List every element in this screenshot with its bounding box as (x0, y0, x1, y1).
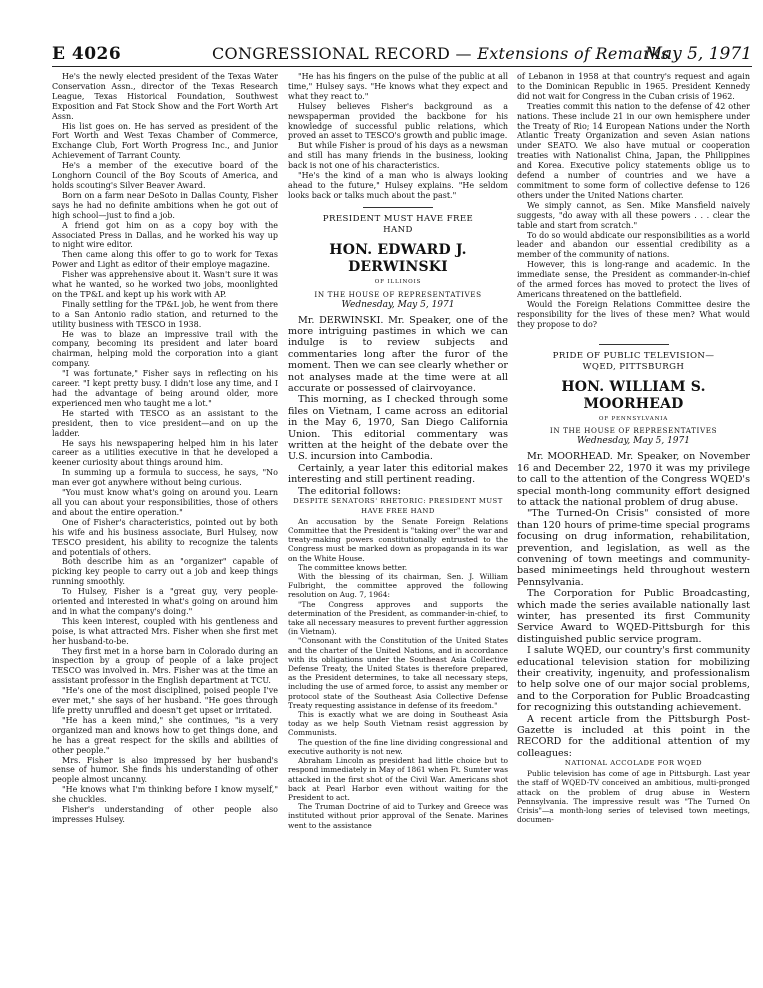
paragraph: He says his newspapering helped him in his later career as a utilities executive in that he developed a keener curiosity about things around him. (52, 438, 278, 468)
journal-title: CONGRESSIONAL RECORD — Extensions of Remarks (212, 44, 670, 63)
paragraph: They first met in a horse barn in Colorado during an inspection by a group of people of a lake project TESCO was involved in. Mrs. Fisher was at the time an assistant professor in the English department at TCU. (52, 646, 278, 686)
paragraph: Then came along this offer to go to work for Texas Power and Light as editor of their employe magazine. (52, 250, 278, 270)
paragraph: However, this is long-range and academic. In the immediate sense, the President as commander-in-chief of the armed forces has moved to protect the lives of Americans threatened on the battlefield. (517, 260, 750, 299)
section-divider (363, 207, 433, 208)
editorial-paragraph: The question of the fine line dividing congressional and executive authority is not new. (288, 737, 508, 756)
header-date: May 5, 1971 (644, 44, 752, 64)
speech-paragraph: Mr. DERWINSKI. Mr. Speaker, one of the more intriguing pastimes in which we can indulge is to review subjects and commentaries long after the furor of the moment. Then we can see clearly whether or not analyses made at the time were at all accurate or possessed of clairvoyance. (288, 314, 508, 394)
editorial-paragraph: "The Congress approves and supports the determination of the President, as commander-in-chief, to take all necessary measures to prevent further aggression (in Vietnam). (288, 599, 508, 637)
paragraph: "You must know what's going on around you. Learn all you can about your responsibilities, those of others and about the entire operation." (52, 488, 278, 517)
column-1 (52, 72, 278, 977)
page-header (52, 44, 752, 70)
editorial-paragraph: Abraham Lincoln as president had little choice but to respond immediately in May of 1861 when Ft. Sumter was attacked in the first shot of the Civil War. Americans shot back at Pearl Harbor even without waiting for the President to act. (288, 756, 508, 802)
paragraph: "He has his fingers on the pulse of the public at all time," Hulsey says. "He knows what they expect and what they react to." (288, 72, 508, 101)
editorial-title: DESPITE SENATORS' RHETORIC: PRESIDENT MUST HAVE FREE HAND (293, 497, 503, 515)
page-number: E 4026 (52, 44, 122, 64)
house-label: IN THE HOUSE OF REPRESENTATIVES (549, 426, 718, 436)
paragraph: Both describe him as an "organizer" capable of picking key people to carry out a job and keep things running smoothly. (52, 557, 278, 587)
paragraph: He started with TESCO as an assistant to the president, then to vice president—and on up the ladder. (52, 408, 278, 438)
paragraph: "He's the kind of a man who is always looking ahead to the future," Hulsey explains. "He seldom looks back or talks much about the past." (288, 171, 508, 200)
paragraph: He's a member of the executive board of the Longhorn Council of the Boy Scouts of America, and holds scouting's Silver Beaver Award. (52, 161, 278, 190)
section-divider (599, 344, 669, 345)
editorial-paragraph: "Consonant with the Constitution of the United States and the charter of the United Nations, and in accordance with its obligations under the Southeast Asia Collective Defense Treaty, the United States is therefore prepared, as the President determines, to take all necessary steps, including the use of armed force, to assist any member or protocol state of the Southeast Asia Collective Defense Treaty requesting assistance in defense of its freedom." (288, 636, 508, 710)
speech-paragraph: Certainly, a year later this editorial makes interesting and still pertinent reading. (288, 462, 508, 486)
paragraph: "He has a keen mind," she continues, "is a very organized man and knows how to get things done, and he has a great respect for the skills and abilities of other people." (52, 715, 278, 755)
paragraph: In summing up a formula to success, he says, "No man ever got anywhere without being curious. (52, 468, 278, 488)
paragraph: One of Fisher's characteristics, pointed out by both his wife and his business associate, Burl Hulsey, now TESCO president, his ability to recognize the talents and potentials of others. (52, 517, 278, 557)
header-rule (52, 66, 752, 67)
paragraph: Born on a farm near DeSoto in Dallas County, Fisher says he had no definite ambitions when he got out of high school—just to find a job. (52, 190, 278, 220)
paragraph: Fisher's understanding of other people also impresses Hulsey. (52, 805, 278, 824)
speaker-name: HON. EDWARD J. DERWINSKI (329, 241, 467, 275)
editorial-paragraph: The Truman Doctrine of aid to Turkey and Greece was instituted without prior approval of the Senate. Marines went to the assistance (288, 802, 508, 830)
speaker-state: OF ILLINOIS (374, 278, 422, 285)
house-label: IN THE HOUSE OF REPRESENTATIVES (314, 289, 482, 299)
paragraph: "I was fortunate," Fisher says in reflecting on his career. "I kept pretty busy. I didn't lose any time, and I had the advantage of being around older, more experienced men who taught me a lot." (52, 369, 278, 408)
column-3 (517, 72, 750, 977)
speech-paragraph: The Corporation for Public Broadcasting, which made the series available nationally last winter, has presented its first Community Service Award to WQED-Pittsburgh for this distinguished public service program. (517, 588, 750, 645)
journal-section: Extensions of Remarks (477, 44, 670, 63)
paragraph: His list goes on. He has served as president of the Fort Worth and West Texas Chamber of Commerce, Exchange Club, Fort Worth Progress Inc., and Junior Achievement of Tarrant County. (52, 121, 278, 161)
paragraph: of Lebanon in 1958 at that country's request and again to the Dominican Republic in 1965. President Kennedy did not wait for Congress in the Cuban crisis of 1962. (517, 72, 750, 101)
paragraph: He was to blaze an impressive trail with the company, becoming its president and later board chairman, helping mold the corporation into a giant company. (52, 329, 278, 369)
paragraph: "He's one of the most disciplined, poised people I've ever met," she says of her husband. "He goes through life pretty unruffled and doesn't get upset or irritated. (52, 686, 278, 715)
paragraph: This keen interest, coupled with his gentleness and poise, is what attracted Mrs. Fisher when she first met her husband-to-be. (52, 616, 278, 646)
speaker-name: HON. WILLIAM S. MOORHEAD (561, 378, 706, 412)
editorial-paragraph: The committee knows better. (298, 562, 408, 572)
paragraph: To Hulsey, Fisher is a "great guy, very people-oriented and interested in what's going on around him and in what the company's doing." (52, 587, 278, 616)
paragraph: But while Fisher is proud of his days as a newsman and still has many friends in the business, looking back is not one of his characteristics. (288, 141, 508, 171)
paragraph: Treaties commit this nation to the defense of 42 other nations. These include 21 in our own hemisphere under the Treaty of Rio; 14 European Nations under the North Atlantic Treaty Organization and seven Asian nations under SEATO. We also have mutual or cooperation treaties with Nationalist China, Japan, the Philippines and Korea. Executive policy statements oblige us to defend a number of countries and we have a commitment to some form of collective defense to 126 others under the United Nations charter. (517, 101, 750, 200)
section-title: PRESIDENT MUST HAVE FREE HAND (322, 213, 474, 235)
speaker-state: OF PENNSYLVANIA (598, 415, 669, 422)
speech-date: Wednesday, May 5, 1971 (577, 436, 690, 447)
paragraph: Mrs. Fisher is also impressed by her husband's sense of humor. She finds his understanding of other people almost uncanny. (52, 755, 278, 785)
speech-date: Wednesday, May 5, 1971 (341, 299, 455, 310)
paragraph: Finally settling for the TP&L job, he went from there to a San Antonio radio station, and returned to the utility business with TESCO in 1938. (52, 299, 278, 329)
paragraph: Fisher was apprehensive about it. Wasn't sure it was what he wanted, so he worked two jobs, moonlighted on the TP&L and kept up his work with AP. (52, 270, 278, 299)
article-paragraph: Public television has come of age in Pittsburgh. Last year the staff of WQED-TV conceived an ambitious, multi-pronged attack on the problem of drug abuse in Western Pennsylvania. The impressive result was "The Turned On Crisis"—a month-long series of televised town meetings, documen- (517, 769, 750, 825)
speech-paragraph: I salute WQED, our country's first community educational television station for mobilizing their creativity, ingenuity, and professionalism to help solve one of our major social problems, and to the Corporation for Public Broadcasting for recognizing this outstanding achievement. (517, 645, 750, 714)
paragraph: Hulsey believes Fisher's background as a newspaperman provided the backbone for his knowledge of successful public relations, which proved an asset to TESCO's growth and public image. (288, 101, 508, 141)
editorial-paragraph: An accusation by the Senate Foreign Relations Committee that the President is "taking over" the war and treaty-making powers constitutionally entrusted to the Congress must be marked down as propaganda in its war on the White House. (288, 516, 508, 563)
column-2 (288, 72, 508, 977)
speech-paragraph: "The Turned-On Crisis" consisted of more than 120 hours of prime-time special programs focusing on drug information, rehabilitation, prevention, and legislation, as well as the convening of town meetings and community-based minimeetings held throughout western Pennsylvania. (517, 508, 750, 588)
paragraph: Would the Foreign Relations Committee desire the responsibility for the lives of these men? What would they propose to do? (517, 299, 750, 329)
paragraph: To do so would abdicate our responsibilities as a world leader and abandon our essential credibility as a member of the community of nations. (517, 230, 750, 260)
paragraph: He's the newly elected president of the Texas Water Conservation Assn., director of the Texas Research League, Texas Historical Foundation, Southwest Exposition and Fat Stock Show and the Fort Worth Art Assn. (52, 72, 278, 121)
speech-paragraph: A recent article from the Pittsburgh Post-Gazette is included at this point in the RECORD for the additional attention of my colleagues: (517, 713, 750, 759)
speech-paragraph: The editorial follows: (298, 485, 401, 497)
article-title: NATIONAL ACCOLADE FOR WQED (564, 759, 703, 768)
speech-paragraph: Mr. MOORHEAD. Mr. Speaker, on November 16 and December 22, 1970 it was my privilege to call to the attention of the Congress WQED's special month-long community effort designed to attack the national problem of drug abuse. (517, 451, 750, 508)
editorial-paragraph: This is exactly what we are doing in Southeast Asia today as we help South Vietnam resist aggression by Communists. (288, 710, 508, 738)
speech-paragraph: This morning, as I checked through some files on Vietnam, I came across an editorial in the May 6, 1970, San Diego California Union. This editorial commentary was written at the height of the debate over the U.S. incursion into Cambodia. (288, 394, 508, 463)
paragraph: A friend got him on as a copy boy with the Associated Press in Dallas, and he worked his way up to night wire editor. (52, 220, 278, 250)
editorial-paragraph: With the blessing of its chairman, Sen. J. William Fulbright, the committee approved the following resolution on Aug. 7, 1964: (288, 572, 508, 600)
paragraph: We simply cannot, as Sen. Mike Mansfield naively suggests, "do away with all these powers . . . clear the table and start from scratch." (517, 200, 750, 230)
paragraph: "He knows what I'm thinking before I know myself," she chuckles. (52, 785, 278, 805)
section-title: PRIDE OF PUBLIC TELEVISION— WQED, PITTSBURGH (552, 350, 715, 372)
